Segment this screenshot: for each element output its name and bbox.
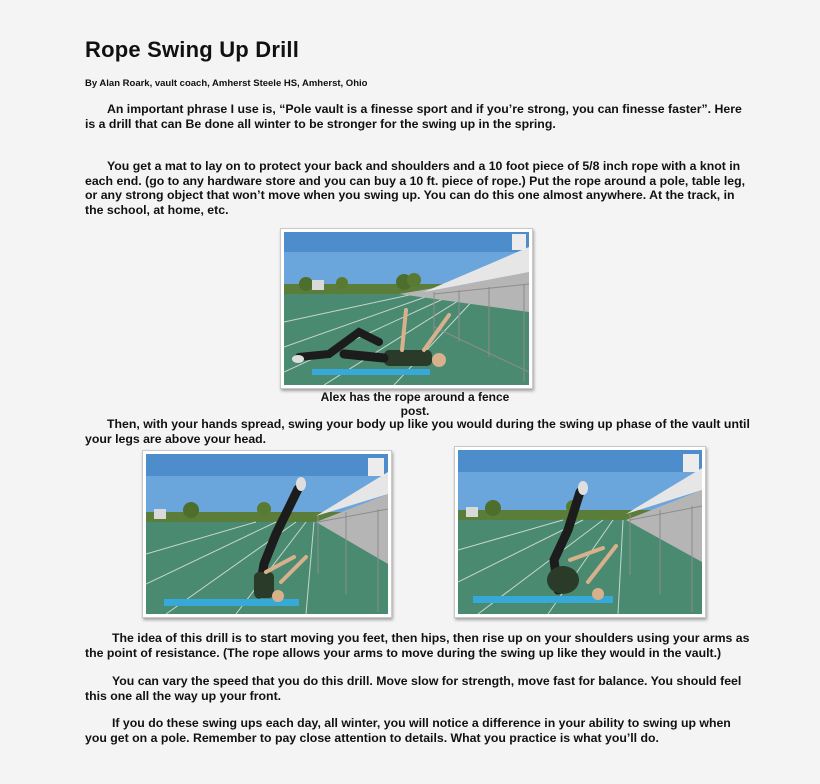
paragraph-swing-up: Then, with your hands spread, swing your body up like you would during the swing up phase of the vault until your legs are above your head. xyxy=(85,417,750,446)
paragraph-intro: An important phrase I use is, “Pole vault is a finesse sport and if you’re strong, you can finesse faster”. Here is a drill that can Be done all winter to be stronger for the swing up in the spring. xyxy=(85,102,742,131)
paragraph-idea: The idea of this drill is to start moving you feet, then hips, then rise up on your shoulders using your arms as the point of resistance. (The rope allows your arms to move during the swing up like they would in the vault.) xyxy=(85,631,750,660)
paragraph-speed: You can vary the speed that you do this drill. Move slow for strength, move fast for balance. You should feel this one all the way up your front. xyxy=(85,674,742,703)
photo-caption: Alex has the rope around a fence post. xyxy=(320,390,510,418)
photo-swing-up-2 xyxy=(454,446,706,618)
photo-swing-up-1 xyxy=(142,450,392,618)
paragraph-equipment: You get a mat to lay on to protect your back and shoulders and a 10 foot piece of 5/8 inch rope with a knot in each end. (go to any hardware store and you can buy a 10 ft. piece of rope.) Put the rope around a pole, table leg, or any strong object that won’t move when you swing up. You can do this one almost anywhere. At the track, in the school, at home, etc. xyxy=(85,159,746,217)
paragraph-conclusion: If you do these swing ups each day, all winter, you will notice a difference in your ability to swing up when you get on a pole. Remember to pay close attention to details. What you practice is what you’ll do. xyxy=(85,716,731,745)
photo-lying-on-mat xyxy=(280,228,533,389)
page-title: Rope Swing Up Drill xyxy=(85,37,300,62)
byline: By Alan Roark, vault coach, Amherst Steele HS, Amherst, Ohio xyxy=(85,78,368,89)
